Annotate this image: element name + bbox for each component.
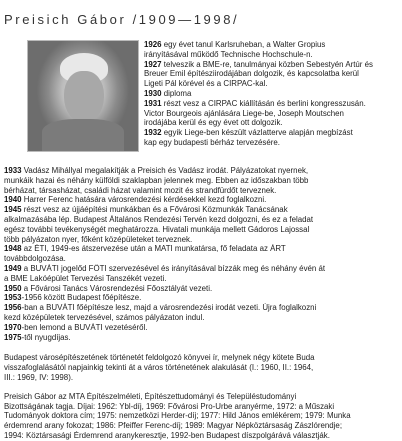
biography-right-column xyxy=(144,40,398,148)
timeline-line: alkalmazásába lép. Budapest Általános Rendezési Tervén kezd dolgozni, és ez a feladat xyxy=(4,214,314,224)
timeline-line: 1970-ben lemond a BUVÁTI vezetéséről. xyxy=(4,322,148,332)
timeline-line: 1945 részt vesz az újjáépítési munkákban és a Fővárosi Közmunkák Tanácsának xyxy=(4,205,288,215)
timeline-line: 1950 a Fővárosi Tanács Városrendezési Főosztályát vezeti. xyxy=(4,283,213,293)
timeline-line: 1953-1956 között Budapest főépítésze. xyxy=(4,293,142,303)
timeline-line: irányításával működő Technische Hochschule-n. xyxy=(144,49,313,59)
timeline-line: munkáik hazai és néhány külföldi szaklapban jelennek meg. Ebben az időszakban több xyxy=(4,175,309,185)
awards-paragraph-line: Bizottságának tagja. Díjai: 1962: Ybl-díj, 1969: Fővárosi Pro-Urbe aranyérme, 1972: a Műszaki xyxy=(4,401,335,411)
timeline-line: 1956-ban a BUVÁTI főépítésze lesz, majd a városrendezési irodát vezeti. Újra foglalkozni xyxy=(4,303,317,313)
timeline-line: 1933 Vadász Mihállyal megalakítják a Preisich és Vadász irodát. Pályázatokat nyernek, xyxy=(4,166,309,175)
awards-paragraph-line: 1994: Köztársasági Érdemrend aranykeresztje, 1992-ben Budapest díszpolgárává választják. xyxy=(4,430,330,440)
awards-paragraph-line: Tudományok doktora cím; 1975: nemzetközi Herder-díj; 1977: Hild János emlékérem; 1979: Munka xyxy=(4,411,351,421)
spacer xyxy=(4,383,398,392)
timeline-line: bérházat, társasházat, családi házat valamint mozit és strandfürdőt terveznek. xyxy=(4,185,277,195)
timeline-line: 1940 Harrer Ferenc hatására városrendezési kérdésekkel kezd foglalkozni. xyxy=(4,195,267,205)
timeline-line: kap egy budapesti bérház tervezésére. xyxy=(144,137,280,147)
awards-paragraph-line: érdemrend arany fokozat; 1986: Pfeiffer Ferenc-díj; 1989: Magyar Népköztársaság Zászlórendje; xyxy=(4,421,343,431)
timeline-line: 1948 az ÉTI, 1949-es átszervezése után a MATI munkatársa, fő feladata az ÁRT xyxy=(4,244,286,254)
timeline-line: kezd középületek tervezésével, számos pályázaton indul. xyxy=(4,312,205,322)
timeline-line: a BME Lakóépület Tervezési Tanszékét vezeti. xyxy=(4,273,167,283)
portrait-photo xyxy=(27,40,139,152)
timeline-line: 1949 a BUVÁTI jogelőd FŐTI szervezésével és irányításával bízzák meg és néhány évén át xyxy=(4,263,326,273)
timeline-line: 1932 egyik Liege-ben készült vázlatterve alapján megbízást xyxy=(144,128,353,138)
timeline-line: több pályázaton nyer, főként középületeket terveznek. xyxy=(4,234,193,244)
timeline-line: 1926 egy évet tanul Karlsruheban, a Walter Gropius xyxy=(144,40,326,49)
timeline-line: irodájába kerül és egy évet ott dolgozik. xyxy=(144,118,283,128)
timeline-line: 1927 telveszik a BME-re, tanulmányai közben Sebestyén Artúr és xyxy=(144,59,373,69)
timeline-line: Ligeti Pál körével és a CIRPAC-kal. xyxy=(144,79,268,89)
awards-paragraph-line: Preisich Gábor az MTA Építészelméleti, Építészettudományi és Településtudományi xyxy=(4,391,297,401)
books-paragraph-line: Budapest városépítészetének történetét feldolgozó könyvei ír, melynek négy kötete Buda xyxy=(4,353,315,363)
portrait-face xyxy=(64,71,104,123)
timeline-line: 1975-től nyugdíjas. xyxy=(4,332,71,342)
timeline-line: Victor Bourgeois ajánlására Liege-be, Joseph Moutschen xyxy=(144,108,344,118)
timeline-line: 1930 diploma xyxy=(144,88,192,98)
books-paragraph-line: III.: 1969, IV: 1998). xyxy=(4,372,74,382)
timeline-line: továbbdolgozása. xyxy=(4,254,66,264)
timeline-line: egész további tevékenységét meghatározza. Hivatali munkája mellett Gádoros Lajossal xyxy=(4,224,310,234)
page-title: Preisich Gábor /1909—1998/ xyxy=(4,12,240,27)
timeline-line: Breuer Emil építésziirodájában dolgozik, és kapcsolatba kerül xyxy=(144,69,359,79)
timeline-line: 1931 részt vesz a CIRPAC kiállításán és berlini kongresszusán. xyxy=(144,98,366,108)
spacer xyxy=(4,342,398,353)
portrait-coat xyxy=(42,119,124,151)
books-paragraph-line: visszafoglalásától napjainkig tekinti át a város történetének alakulását (I.: 1960, II.: 1964, xyxy=(4,363,314,373)
